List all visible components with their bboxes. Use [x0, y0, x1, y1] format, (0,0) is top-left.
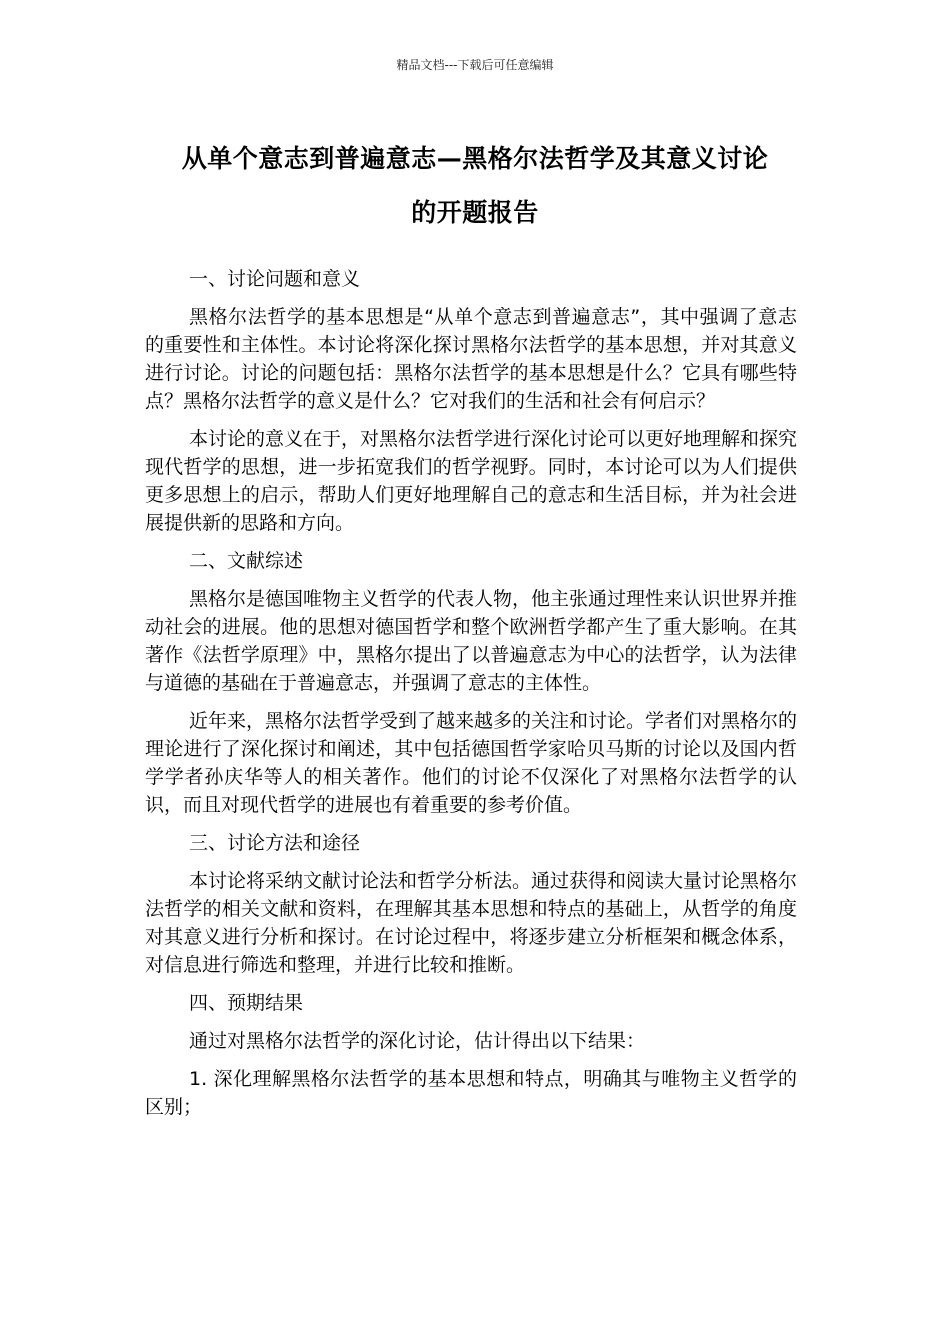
paragraph: 黑格尔是德国唯物主义哲学的代表人物，他主张通过理性来认识世界并推动社会的进展。他的思想对德国哲学和整个欧洲哲学都产生了重大影响。在其著作《法哲学原理》中，黑格尔提出了以普遍意志为中心的法哲学，认为法律与道德的基础在于普遍意志，并强调了意志的主体性。	[145, 588, 798, 694]
section-heading-1: 一、讨论问题和意义	[189, 268, 361, 290]
paragraph: 本讨论的意义在于，对黑格尔法哲学进行深化讨论可以更好地理解和探究现代哲学的思想，进一步拓宽我们的哲学视野。同时，本讨论可以为人们提供更多思想上的启示，帮助人们更好地理解自己的意志和生活目标，并为社会进展提供新的思路和方向。	[145, 428, 798, 534]
paragraph: 通过对黑格尔法哲学的深化讨论，估计得出以下结果：	[189, 1030, 646, 1052]
title-line-1: 从单个意志到普遍意志—黑格尔法哲学及其意义讨论	[181, 144, 769, 173]
document-body	[145, 265, 797, 1131]
document-title	[130, 132, 820, 240]
title-line-2: 的开题报告	[411, 198, 539, 227]
section-heading-2: 二、文献综述	[189, 550, 304, 572]
paragraph: 本讨论将采纳文献讨论法和哲学分析法。通过获得和阅读大量讨论黑格尔法哲学的相关文献和资料，在理解其基本思想和特点的基础上，从哲学的角度对其意义进行分析和探讨。在讨论过程中，将逐步建立分析框架和概念体系，对信息进行筛选和整理，并进行比较和推断。	[145, 870, 798, 976]
section-heading-4: 四、预期结果	[189, 992, 304, 1014]
section-heading-3: 三、讨论方法和途径	[189, 832, 361, 854]
paragraph: 黑格尔法哲学的基本思想是“从单个意志到普遍意志”，其中强调了意志的重要性和主体性。本讨论将深化探讨黑格尔法哲学的基本思想，并对其意义进行讨论。讨论的问题包括：黑格尔法哲学的基本思想是什么？它具有哪些特点？黑格尔法哲学的意义是什么？它对我们的生活和社会有何启示？	[145, 306, 797, 412]
list-item: 1. 深化理解黑格尔法哲学的基本思想和特点，明确其与唯物主义哲学的区别；	[145, 1068, 797, 1118]
header-note: 精品文档---下载后可任意编辑	[396, 58, 554, 72]
paragraph: 近年来，黑格尔法哲学受到了越来越多的关注和讨论。学者们对黑格尔的理论进行了深化探讨和阐述，其中包括德国哲学家哈贝马斯的讨论以及国内哲学学者孙庆华等人的相关著作。他们的讨论不仅深化了对黑格尔法哲学的认识，而且对现代哲学的进展也有着重要的参考价值。	[145, 710, 798, 816]
